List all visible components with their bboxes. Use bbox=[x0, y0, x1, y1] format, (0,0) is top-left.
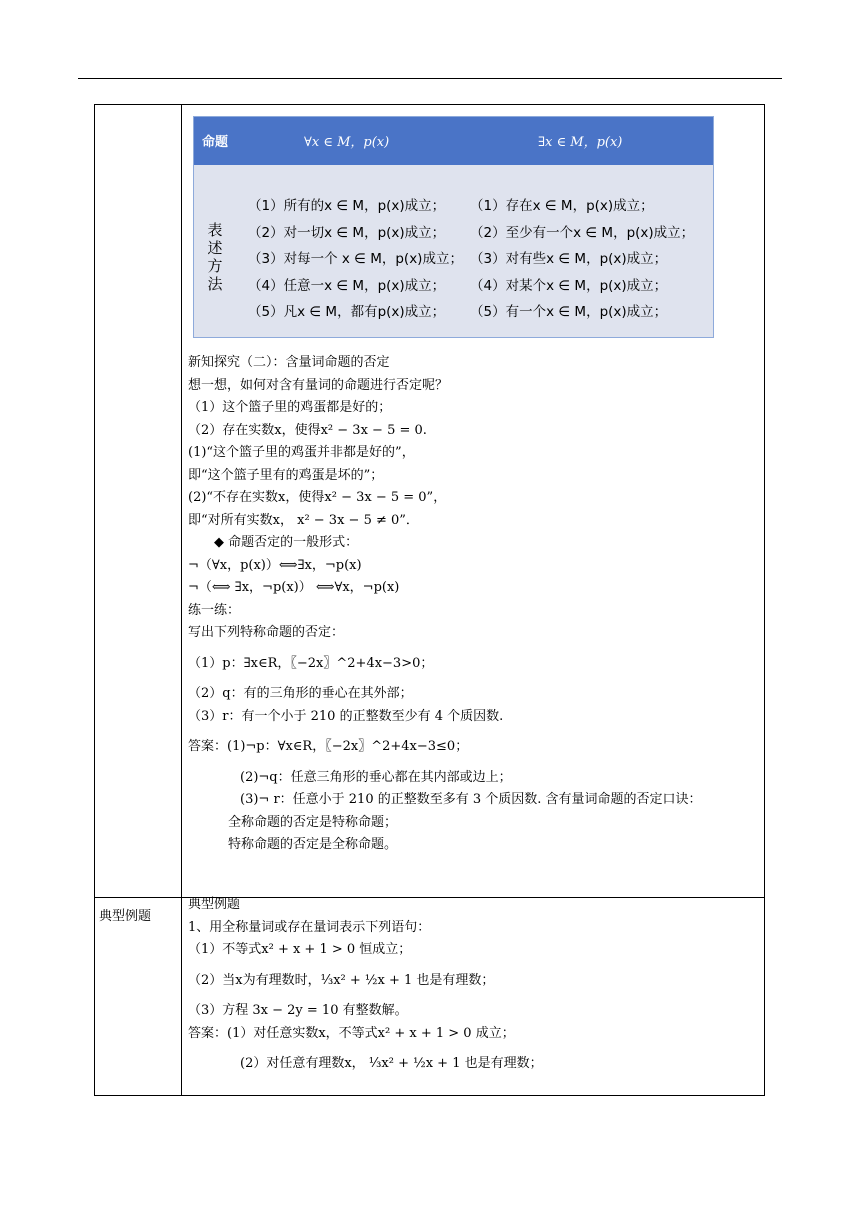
column-divider bbox=[181, 105, 182, 1095]
quantifier-row: （1）所有的x ∈ M，p(x)成立； （1）存在x ∈ M，p(x)成立； bbox=[248, 198, 654, 214]
exercise-line: （3）r：有一个小于 210 的正整数至少有 4 个质因数. bbox=[188, 708, 504, 724]
answer-line: 答案：(1）对任意实数x，不等式x² + x + 1 > 0 成立； bbox=[188, 1025, 515, 1041]
answer-line: (2）对任意有理数x， ⅓x² + ½x + 1 也是有理数； bbox=[240, 1056, 543, 1071]
text-line: 即“这个篮子里有的鸡蛋是坏的”； bbox=[188, 467, 384, 483]
text-line: （2）当x为有理数时，⅓x² + ½x + 1 也是有理数； bbox=[188, 972, 495, 988]
quantifier-row: （4）任意一x ∈ M，p(x)成立； （4）对某个x ∈ M，p(x)成立； bbox=[248, 277, 668, 294]
text-line: 写出下列特称命题的否定： bbox=[188, 625, 345, 640]
text-line: （1）不等式x² + x + 1 > 0 恒成立； bbox=[188, 942, 412, 957]
expression-method-label: 表 述 方 法 bbox=[207, 221, 223, 293]
header-rule bbox=[78, 78, 782, 79]
section-heading: 典型例题 bbox=[188, 897, 241, 912]
section-heading: 新知探究（二）：含量词命题的否定 bbox=[188, 355, 390, 370]
quantifier-row: （5）凡x ∈ M，都有p(x)成立； （5）有一个x ∈ M，p(x)成立； bbox=[248, 304, 668, 320]
section-negation bbox=[188, 352, 762, 857]
answer-line: 答案：(1)¬p：∀x∈R，〖−2x〗^2+4x−3≤0； bbox=[188, 739, 469, 754]
text-line: （2）存在实数x，使得x² − 3x − 5 = 0. bbox=[188, 422, 427, 438]
quantifier-table-header bbox=[194, 117, 713, 165]
text-line: (2)“不存在实数x，使得x² − 3x − 5 = 0”， bbox=[188, 490, 447, 505]
text-line: （1）这个篮子里的鸡蛋都是好的； bbox=[188, 400, 392, 415]
formula-line: ¬（⟺ ∃x，¬p(x)） ⟺∀x，¬p(x) bbox=[188, 580, 400, 595]
text-line: (1)“这个篮子里的鸡蛋并非都是好的”， bbox=[188, 445, 415, 460]
text-line: 特称命题的否定是全称命题。 bbox=[228, 837, 398, 852]
text-line: 1、用全称量词或存在量词表示下列语句： bbox=[188, 919, 431, 935]
text-line: 想一想，如何对含有量词的命题进行否定呢？ bbox=[188, 377, 449, 393]
quantifier-rows bbox=[248, 193, 709, 326]
text-line: 即“对所有实数x， x² − 3x − 5 ≠ 0”． bbox=[188, 512, 419, 528]
header-universal: ∀x ∈ M，p(x) bbox=[304, 135, 390, 150]
quantifier-row: （3）对每一个 x ∈ M，p(x)成立； （3）对有些x ∈ M，p(x)成立； bbox=[248, 251, 668, 267]
header-proposition: 命题 bbox=[202, 135, 229, 150]
text-line: （3）方程 3x − 2y = 10 有整数解。 bbox=[188, 1003, 408, 1018]
text-line: 全称命题的否定是特称命题； bbox=[228, 814, 398, 830]
quantifier-expression-table bbox=[193, 116, 714, 338]
text-line: 练一练： bbox=[188, 602, 241, 618]
exercise-line: （1）p：∃x∈R，〖−2x〗^2+4x−3>0； bbox=[188, 655, 434, 671]
row-label-typical-examples: 典型例题 bbox=[99, 909, 152, 924]
section-examples bbox=[188, 894, 762, 1076]
header-existential: ∃x ∈ M，p(x) bbox=[538, 135, 623, 150]
text-line: ◆ 命题否定的一般形式： bbox=[214, 535, 359, 550]
answer-line: (3)¬ r：任意小于 210 的正整数至多有 3 个质因数. 含有量词命题的否定口诀： bbox=[240, 792, 702, 807]
answer-line: (2)¬q：任意三角形的垂心都在其内部或边上； bbox=[240, 769, 512, 785]
quantifier-row: （2）对一切x ∈ M，p(x)成立； （2）至少有一个x ∈ M，p(x)成立； bbox=[248, 224, 695, 241]
formula-line: ¬（∀x，p(x)）⟺∃x，¬p(x) bbox=[188, 557, 362, 573]
exercise-line: （2）q：有的三角形的垂心在其外部； bbox=[188, 686, 413, 701]
